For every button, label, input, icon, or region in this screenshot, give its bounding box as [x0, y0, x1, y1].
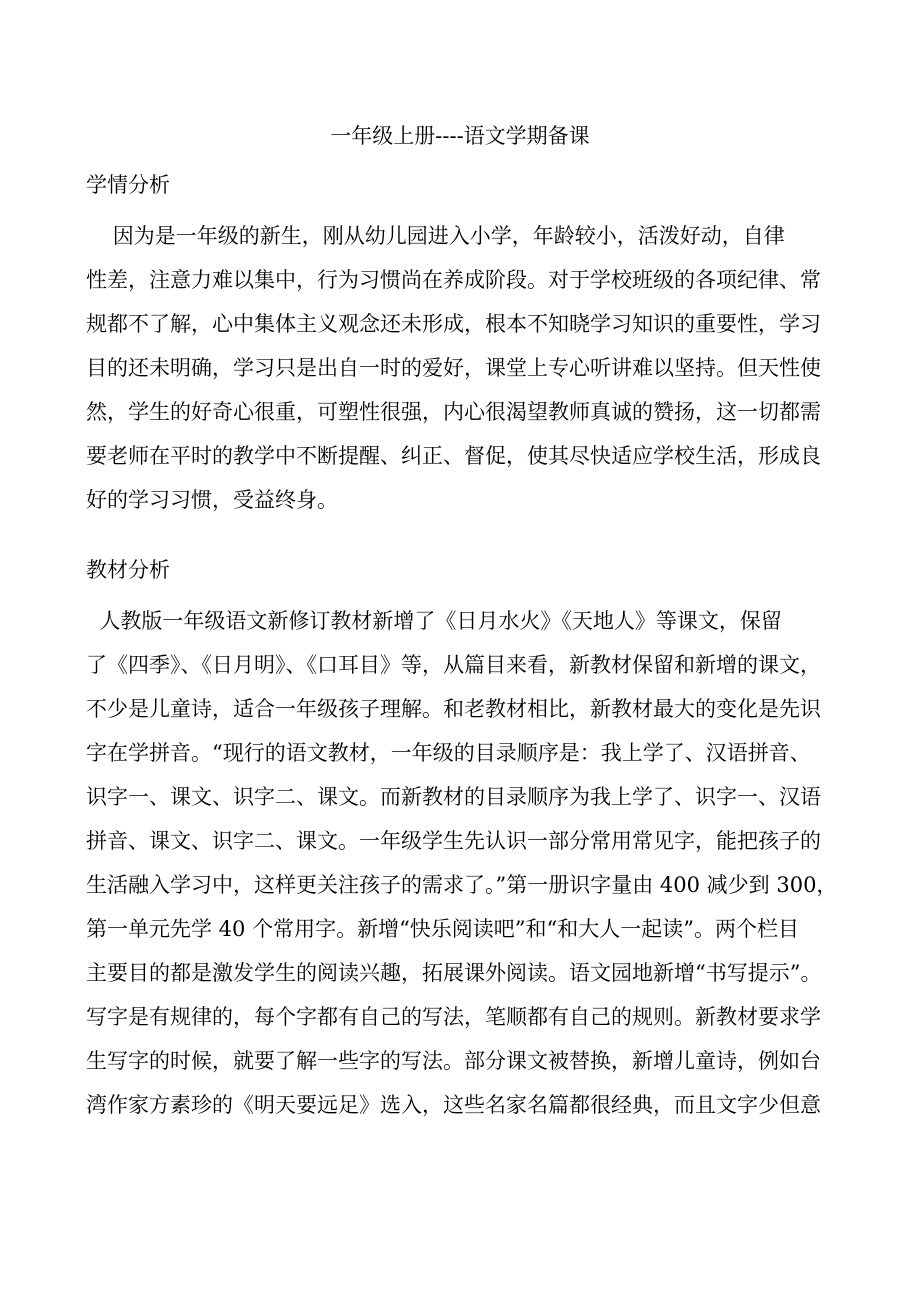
text-line: 生活融入学习中，这样更关注孩子的需求了。”第一册识字量由 400 减少到 300， — [86, 873, 838, 897]
text-line: 人教版一年级语文新修订教材新增了《日月水火》《天地人》等课文，保留 — [86, 609, 782, 633]
text-line: 要老师在平时的教学中不断提醒、纠正、督促，使其尽快适应学校生活，形成良 — [86, 444, 821, 468]
text-line: 然，学生的好奇心很重，可塑性很强，内心很渴望教师真诚的赞扬，这一切都需 — [86, 400, 821, 424]
text-line: 了《四季》、《日月明》、《口耳目》等，从篇目来看，新教材保留和新增的课文， — [86, 653, 821, 677]
text-line: 字在学拼音。“现行的语文教材，一年级的目录顺序是：我上学了、汉语拼音、 — [86, 741, 811, 765]
text-line: 不少是儿童诗，适合一年级孩子理解。和老教材相比，新教材最大的变化是先识 — [86, 697, 821, 721]
text-line: 第一单元先学 40 个常用字。新增“快乐阅读吧”和“和大人一起读”。两个栏目 — [86, 917, 800, 941]
text-line: 识字一、课文、识字二、课文。而新教材的目录顺序为我上学了、识字一、汉语 — [86, 785, 821, 809]
paragraph-student-analysis — [86, 214, 846, 522]
text-line: 性差，注意力难以集中，行为习惯尚在养成阶段。对于学校班级的各项纪律、常 — [86, 268, 821, 292]
text-line: 规都不了解，心中集体主义观念还未形成，根本不知晓学习知识的重要性，学习 — [86, 312, 821, 336]
text-line: 好的学习习惯，受益终身。 — [86, 488, 338, 512]
document-title: 一年级上册----语文学期备课 — [330, 124, 590, 148]
paragraph-textbook-analysis — [86, 599, 846, 1127]
text-line: 湾作家方素珍的《明天要远足》选入，这些名家名篇都很经典，而且文字少但意 — [86, 1093, 821, 1117]
text-line: 写字是有规律的，每个字都有自己的写法，笔顺都有自己的规则。新教材要求学 — [86, 1005, 821, 1029]
text-line: 拼音、课文、识字二、课文。一年级学生先认识一部分常用常见字，能把孩子的 — [86, 829, 821, 853]
text-line: 目的还未明确，学习只是出自一时的爱好，课堂上专心听讲难以坚持。但天性使 — [86, 356, 821, 380]
section-heading-student-analysis: 学情分析 — [86, 173, 170, 197]
text-line: 因为是一年级的新生，刚从幼儿园进入小学，年龄较小，活泼好动，自律 — [86, 224, 785, 248]
text-line: 生写字的时候，就要了解一些字的写法。部分课文被替换，新增儿童诗，例如台 — [86, 1049, 821, 1073]
text-line: 主要目的都是激发学生的阅读兴趣，拓展课外阅读。语文园地新增“书写提示”。 — [86, 961, 822, 985]
section-heading-textbook-analysis: 教材分析 — [86, 558, 170, 582]
